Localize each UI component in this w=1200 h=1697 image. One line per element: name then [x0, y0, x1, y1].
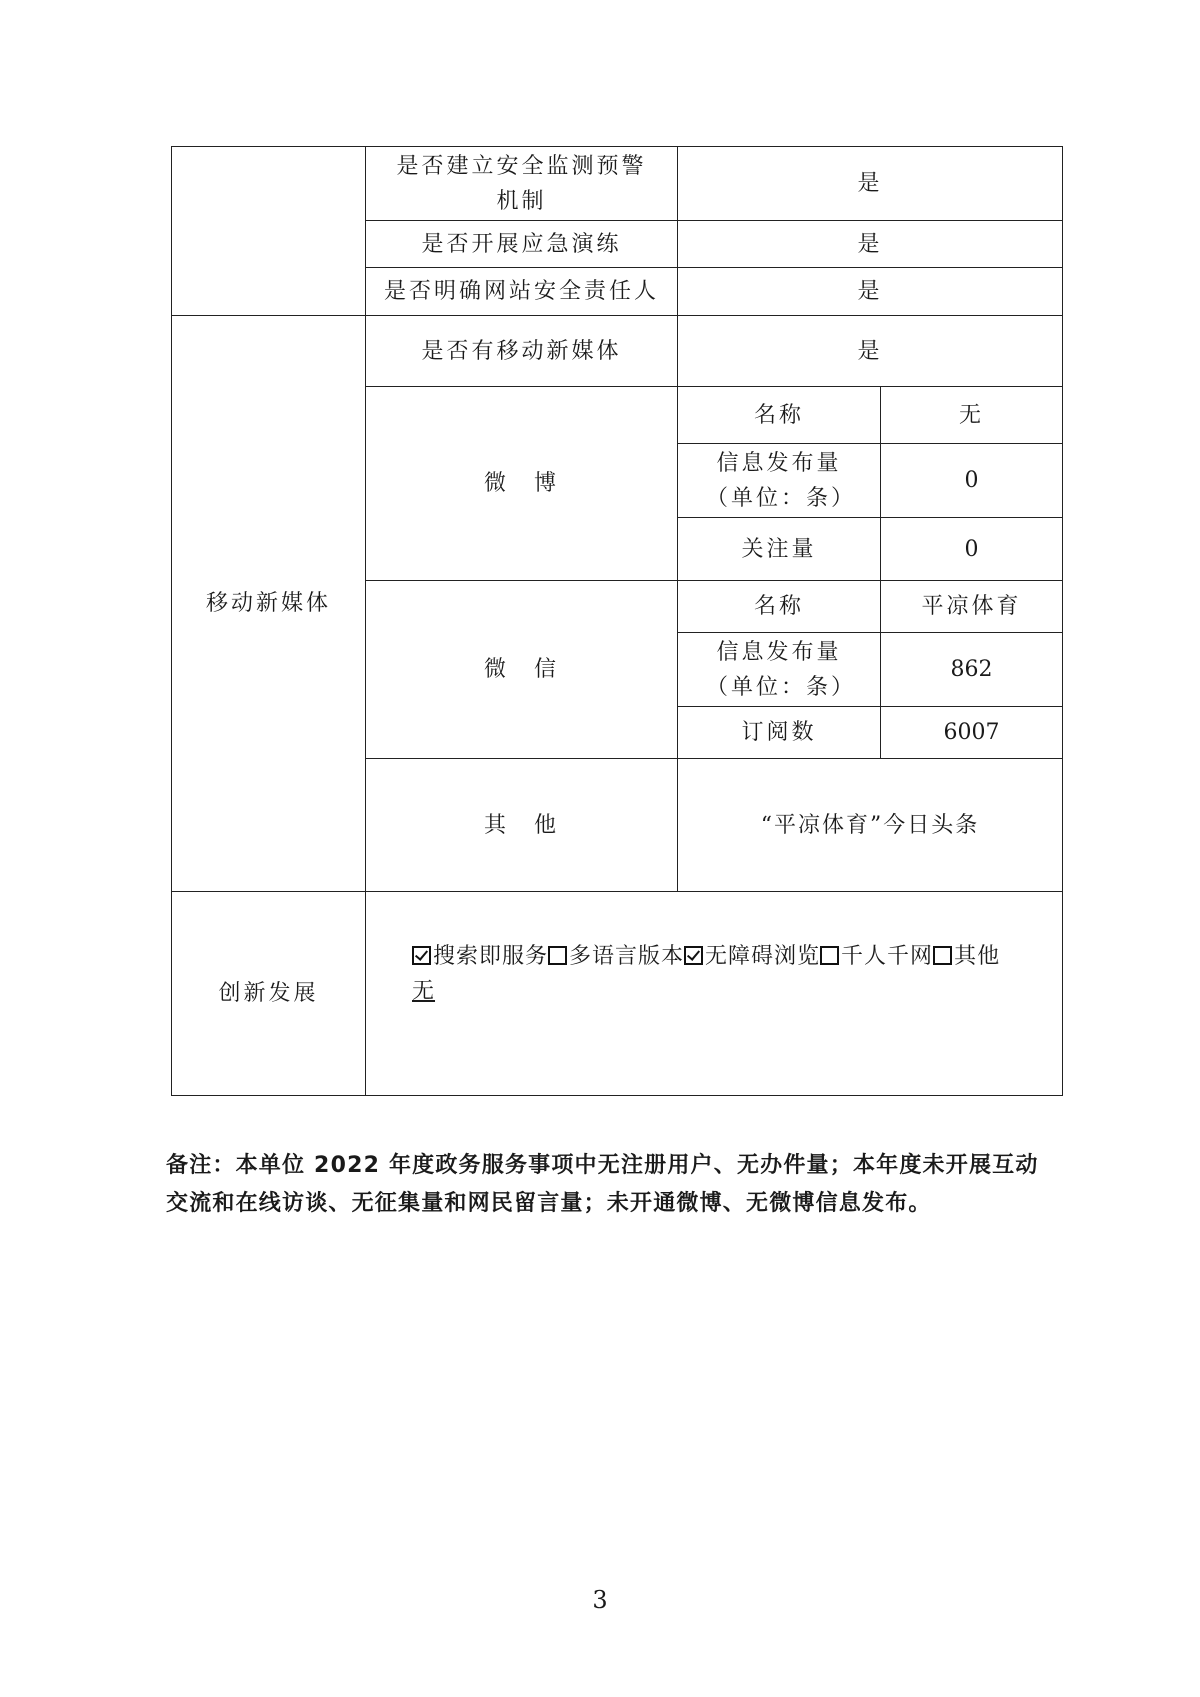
weibo-posts-label: 信息发布量（单位：条）	[678, 444, 881, 518]
wechat-subscribers-label: 订阅数	[678, 707, 881, 759]
innovation-option[interactable]: 搜索即服务	[412, 944, 548, 969]
empty-checkbox-icon[interactable]	[548, 946, 567, 965]
innovation-option[interactable]: 无障碍浏览	[684, 944, 820, 969]
table-row	[172, 147, 1063, 221]
remark-note: 备注：本单位 2022 年度政务服务事项中无注册用户、无办件量；本年度未开展互动交流和在线访谈、无征集量和网民留言量；未开通微博、无微博信息发布。	[166, 1153, 1039, 1216]
innovation-other-value: 无	[412, 978, 436, 1004]
empty-checkbox-icon[interactable]	[820, 946, 839, 965]
innovation-options-cell	[366, 892, 1063, 1096]
wechat-name-label: 名称	[678, 581, 881, 633]
table-row	[172, 316, 1063, 387]
security-responsible-question: 是否明确网站安全责任人	[366, 268, 678, 316]
page-number: 3	[592, 1586, 608, 1614]
has-mobile-media-answer: 是	[678, 316, 1063, 387]
other-media-label: 其 他	[366, 759, 678, 892]
report-table	[171, 146, 1063, 1096]
innovation-section-label: 创新发展	[172, 892, 366, 1096]
wechat-name-value: 平凉体育	[881, 581, 1063, 633]
checked-checkbox-icon[interactable]	[412, 946, 431, 965]
security-monitoring-answer: 是	[678, 147, 1063, 221]
security-responsible-answer: 是	[678, 268, 1063, 316]
weibo-posts-value: 0	[881, 444, 1063, 518]
security-drill-answer: 是	[678, 221, 1063, 268]
innovation-options	[412, 939, 1062, 974]
weibo-followers-value: 0	[881, 518, 1063, 581]
wechat-posts-label: 信息发布量（单位：条）	[678, 633, 881, 707]
innovation-other-line	[412, 974, 1062, 1009]
security-section-cell	[172, 147, 366, 316]
security-drill-question: 是否开展应急演练	[366, 221, 678, 268]
wechat-label: 微 信	[366, 581, 678, 759]
other-media-value: “平凉体育”今日头条	[678, 759, 1063, 892]
innovation-option[interactable]: 多语言版本	[548, 944, 684, 969]
table-row	[172, 892, 1063, 1096]
innovation-option[interactable]: 其他	[933, 944, 1000, 969]
checked-checkbox-icon[interactable]	[684, 946, 703, 965]
security-monitoring-question: 是否建立安全监测预警机制	[366, 147, 678, 221]
innovation-option[interactable]: 千人千网	[820, 944, 933, 969]
wechat-subscribers-value: 6007	[881, 707, 1063, 759]
weibo-name-value: 无	[881, 387, 1063, 444]
wechat-posts-value: 862	[881, 633, 1063, 707]
weibo-label: 微 博	[366, 387, 678, 581]
mobile-media-section-label: 移动新媒体	[172, 316, 366, 892]
has-mobile-media-question: 是否有移动新媒体	[366, 316, 678, 387]
weibo-name-label: 名称	[678, 387, 881, 444]
empty-checkbox-icon[interactable]	[933, 946, 952, 965]
weibo-followers-label: 关注量	[678, 518, 881, 581]
